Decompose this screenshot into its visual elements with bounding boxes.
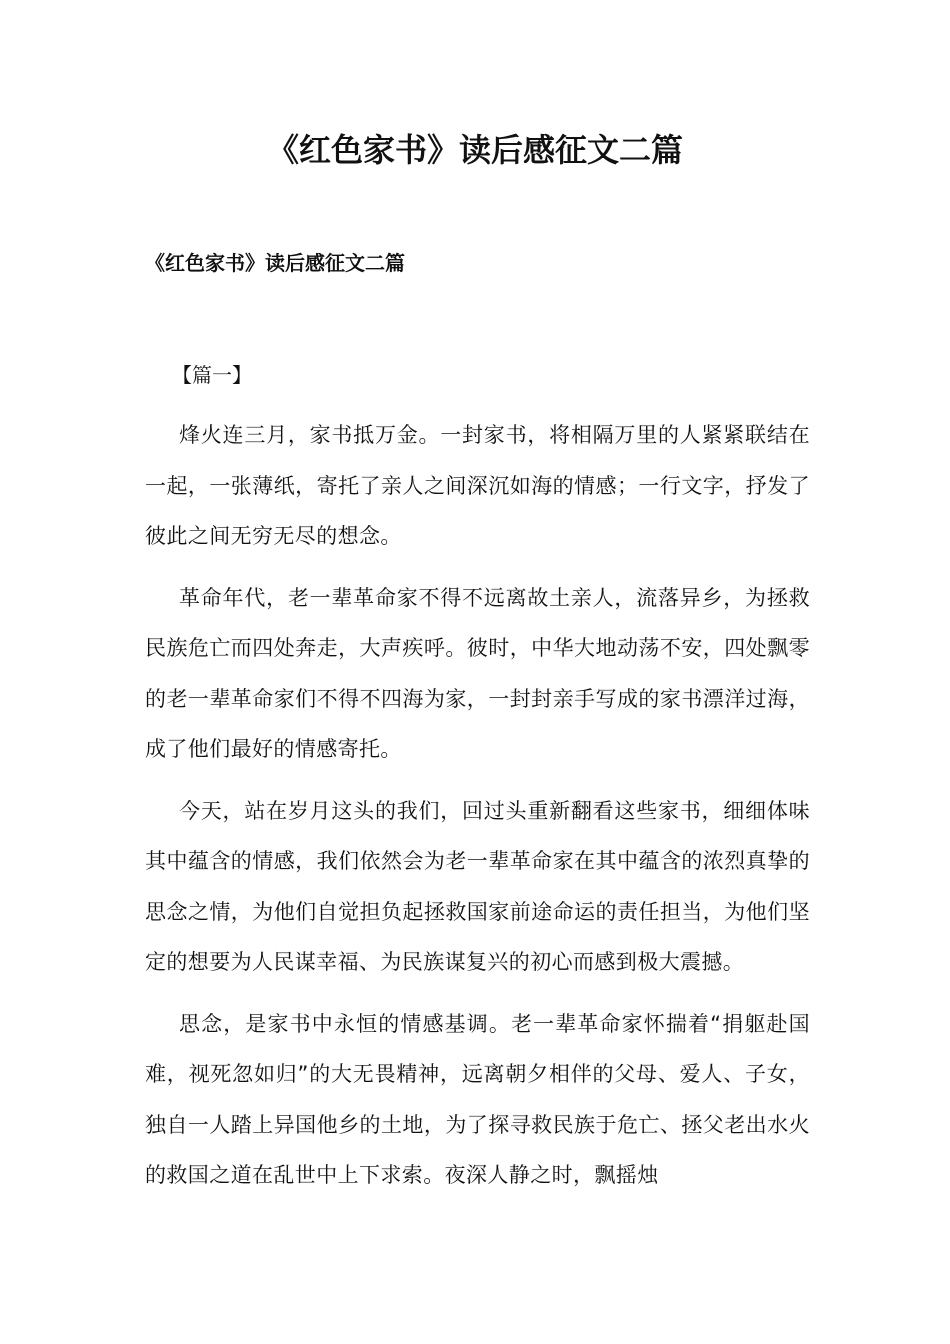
section-label: 【篇一】 [172,363,252,387]
document-subtitle: 《红色家书》读后感征文二篇 [145,251,405,275]
document-body [145,410,810,1212]
paragraph-3: 今天，站在岁月这头的我们，回过头重新翻看这些家书，细细体味其中蕴含的情感，我们依然会为老一辈革命家在其中蕴含的浓烈真挚的思念之情，为他们自觉担负起拯救国家前途命运的责任担当，为他们坚定的想要为人民谋幸福、为民族谋复兴的初心而感到极大震撼。 [145,798,810,974]
paragraph-4: 思念，是家书中永恒的情感基调。老一辈革命家怀揣着“捐躯赴国难，视死忽如归”的大无畏精神，远离朝夕相伴的父母、爱人、子女，独自一人踏上异国他乡的土地，为了探寻救民族于危亡、拯父老出水火的救国之道在乱世中上下求索。夜深人静之时，飘摇烛 [145,1011,810,1187]
paragraph-2: 革命年代，老一辈革命家不得不远离故土亲人，流落异乡，为拯救民族危亡而四处奔走，大声疾呼。彼时，中华大地动荡不安，四处飘零的老一辈革命家们不得不四海为家，一封封亲手写成的家书漂洋过海，成了他们最好的情感寄托。 [145,585,810,761]
paragraph-1: 烽火连三月，家书抵万金。一封家书，将相隔万里的人紧紧联结在一起，一张薄纸，寄托了亲人之间深沉如海的情感；一行文字，抒发了彼此之间无穷无尽的想念。 [145,423,810,548]
document-title: 《红色家书》读后感征文二篇 [266,131,683,169]
